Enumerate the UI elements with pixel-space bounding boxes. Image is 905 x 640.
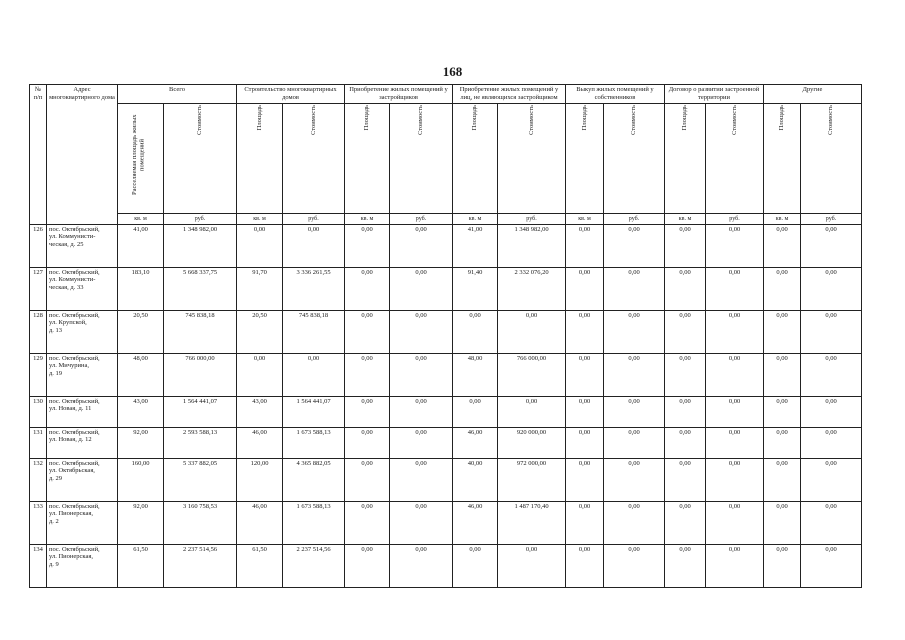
cell-area: 46,00 [237,501,283,544]
subheader-area [453,103,498,213]
cell-area: 0,00 [453,310,498,353]
table-row [30,267,862,310]
cell-area: 40,00 [453,458,498,501]
cell-area: 0,00 [345,224,390,267]
cell-area: 0,00 [237,224,283,267]
unit-rub: руб. [801,213,862,224]
cell-area: 0,00 [566,310,604,353]
cell-area: 41,00 [453,224,498,267]
cell-area: 183,10 [118,267,164,310]
cell-area: 0,00 [665,427,706,458]
header-address: Адрес многоквартирного дома [47,85,118,225]
cell-area: 0,00 [566,267,604,310]
cell-area: 0,00 [764,427,801,458]
header-group-purchase-non-developers: Приобретение жилых помещений у лиц, не являющихся застройщиком [453,85,566,104]
unit-sq-m: кв. м [566,213,604,224]
subheader-label: Стоимость [196,104,204,135]
cell-cost: 745 838,18 [283,310,345,353]
subheader-label: Площадь [580,104,588,130]
row-address: пос. Октябрьский, ул. Пионерская, д. 2 [47,501,118,544]
subheader-settled-area [118,103,164,213]
cell-area: 0,00 [764,310,801,353]
table-row [30,544,862,587]
cell-cost: 1 564 441,07 [283,396,345,427]
cell-cost: 0,00 [604,353,665,396]
subheader-area [237,103,283,213]
cell-area: 46,00 [453,427,498,458]
cell-area: 48,00 [118,353,164,396]
cell-area: 0,00 [665,544,706,587]
row-address: пос. Октябрьский, ул. Новая, д. 11 [47,396,118,427]
cell-area: 92,00 [118,427,164,458]
unit-sq-m: кв. м [453,213,498,224]
cell-area: 0,00 [345,396,390,427]
subheader-area [665,103,706,213]
cell-area: 0,00 [566,544,604,587]
header-group-construction: Строительство многоквартирных домов [237,85,345,104]
cell-cost: 0,00 [801,353,862,396]
cell-cost: 0,00 [801,224,862,267]
cell-cost: 920 000,00 [498,427,566,458]
cell-cost: 766 000,00 [164,353,237,396]
subheader-area [764,103,801,213]
cell-cost: 0,00 [498,544,566,587]
row-number: 132 [30,458,47,501]
subheader-label: Расселяемая площадь жилых помещений [130,114,145,195]
cell-area: 43,00 [118,396,164,427]
unit-sq-m: кв. м [118,213,164,224]
cell-cost: 0,00 [801,310,862,353]
cell-area: 20,50 [118,310,164,353]
row-number: 126 [30,224,47,267]
cell-area: 0,00 [665,458,706,501]
cell-area: 41,00 [118,224,164,267]
cell-area: 0,00 [665,353,706,396]
cell-area: 0,00 [764,267,801,310]
subheader-label: Площадь [471,104,479,130]
cell-cost: 2 332 076,20 [498,267,566,310]
cell-cost: 1 564 441,07 [164,396,237,427]
cell-cost: 0,00 [390,267,453,310]
cell-area: 0,00 [665,501,706,544]
cell-area: 46,00 [237,427,283,458]
cell-cost: 0,00 [706,501,764,544]
row-number: 128 [30,310,47,353]
cell-cost: 0,00 [706,353,764,396]
cell-cost: 0,00 [706,267,764,310]
cell-area: 91,70 [237,267,283,310]
header-group-total: Всего [118,85,237,104]
table-row [30,310,862,353]
cell-area: 0,00 [764,458,801,501]
cell-area: 0,00 [566,458,604,501]
unit-rub: руб. [390,213,453,224]
cell-area: 0,00 [665,267,706,310]
row-address: пос. Октябрьский, ул. Мичурина, д. 19 [47,353,118,396]
cell-cost: 1 673 588,13 [283,427,345,458]
unit-rub: руб. [498,213,566,224]
subheader-cost [390,103,453,213]
subheader-cost [164,103,237,213]
subheader-cost [283,103,345,213]
cell-cost: 0,00 [604,427,665,458]
cell-area: 43,00 [237,396,283,427]
cell-area: 120,00 [237,458,283,501]
cell-cost: 0,00 [706,427,764,458]
cell-area: 0,00 [345,427,390,458]
subheader-cost [498,103,566,213]
unit-sq-m: кв. м [237,213,283,224]
row-number: 127 [30,267,47,310]
subheader-cost [801,103,862,213]
cell-area: 0,00 [665,396,706,427]
cell-area: 0,00 [345,267,390,310]
header-group-buyout: Выкуп жилых помещений у собственников [566,85,665,104]
table-row [30,501,862,544]
cell-cost: 1 487 170,40 [498,501,566,544]
cell-cost: 0,00 [604,224,665,267]
row-number: 130 [30,396,47,427]
cell-cost: 0,00 [390,224,453,267]
subheader-cost [604,103,665,213]
cell-area: 0,00 [345,310,390,353]
cell-cost: 0,00 [390,427,453,458]
cell-cost: 0,00 [390,310,453,353]
cell-area: 0,00 [237,353,283,396]
row-address: пос. Октябрьский, ул. Пионерская, д. 9 [47,544,118,587]
row-number: 131 [30,427,47,458]
subheader-label: Площадь [778,104,786,130]
cell-area: 61,50 [118,544,164,587]
cell-cost: 0,00 [390,458,453,501]
table-row [30,353,862,396]
row-number: 129 [30,353,47,396]
cell-area: 0,00 [453,544,498,587]
cell-cost: 0,00 [604,458,665,501]
cell-cost: 0,00 [706,224,764,267]
subheader-label: Площадь [681,104,689,130]
unit-rub: руб. [164,213,237,224]
cell-cost: 0,00 [706,396,764,427]
header-group-purchase-developers: Приобретение жилых помещений у застройщиков [345,85,453,104]
subheader-label: Площадь [363,104,371,130]
cell-cost: 0,00 [801,458,862,501]
cell-cost: 3 336 261,55 [283,267,345,310]
table-row [30,427,862,458]
subheader-label: Стоимость [417,104,425,135]
cell-cost: 0,00 [498,396,566,427]
cell-cost: 2 237 514,56 [164,544,237,587]
cell-area: 0,00 [764,396,801,427]
row-address: пос. Октябрьский, ул. Коммунисти- ческая, д. 33 [47,267,118,310]
cell-cost: 0,00 [801,544,862,587]
row-address: пос. Октябрьский, ул. Коммунисти- ческая, д. 25 [47,224,118,267]
row-address: пос. Октябрьский, ул. Октябрьская, д. 29 [47,458,118,501]
cell-cost: 745 838,18 [164,310,237,353]
unit-rub: руб. [706,213,764,224]
cell-cost: 0,00 [801,427,862,458]
cell-area: 61,50 [237,544,283,587]
cell-cost: 0,00 [604,396,665,427]
table-row [30,396,862,427]
cell-cost: 0,00 [706,310,764,353]
table-row [30,224,862,267]
cell-cost: 0,00 [390,396,453,427]
cell-cost: 0,00 [604,267,665,310]
table-row [30,458,862,501]
subheader-area [566,103,604,213]
cell-area: 0,00 [764,353,801,396]
cell-cost: 5 337 882,05 [164,458,237,501]
cell-cost: 0,00 [706,544,764,587]
cell-cost: 2 593 588,13 [164,427,237,458]
cell-area: 0,00 [566,353,604,396]
header-num: № п/п [30,85,47,225]
cell-area: 0,00 [566,224,604,267]
page-number: 168 [442,64,463,79]
cell-cost: 0,00 [801,396,862,427]
subheader-cost [706,103,764,213]
header-group-development-contract: Договор о развитии застроенной территории [665,85,764,104]
subheader-label: Площадь [255,104,263,130]
subheader-label: Стоимость [630,104,638,135]
cell-area: 160,00 [118,458,164,501]
cell-area: 0,00 [345,353,390,396]
cell-cost: 0,00 [801,501,862,544]
cell-area: 92,00 [118,501,164,544]
cell-area: 20,50 [237,310,283,353]
cell-cost: 3 160 758,53 [164,501,237,544]
cell-area: 0,00 [665,310,706,353]
row-number: 133 [30,501,47,544]
cell-cost: 0,00 [604,544,665,587]
cell-area: 48,00 [453,353,498,396]
cell-cost: 1 673 588,13 [283,501,345,544]
unit-rub: руб. [604,213,665,224]
cell-cost: 0,00 [801,267,862,310]
row-address: пос. Октябрьский, ул. Крупской, д. 13 [47,310,118,353]
cell-cost: 2 237 514,56 [283,544,345,587]
subheader-label: Стоимость [827,104,835,135]
resettlement-table [29,84,862,588]
cell-cost: 972 000,00 [498,458,566,501]
cell-area: 0,00 [453,396,498,427]
cell-area: 0,00 [764,544,801,587]
cell-area: 0,00 [345,501,390,544]
cell-area: 0,00 [566,427,604,458]
cell-cost: 1 348 982,00 [498,224,566,267]
cell-cost: 766 000,00 [498,353,566,396]
cell-area: 0,00 [566,396,604,427]
subheader-label: Стоимость [730,104,738,135]
cell-area: 0,00 [566,501,604,544]
cell-cost: 0,00 [390,501,453,544]
cell-area: 0,00 [345,458,390,501]
unit-sq-m: кв. м [665,213,706,224]
cell-cost: 0,00 [604,310,665,353]
cell-cost: 0,00 [390,544,453,587]
header-group-other: Другие [764,85,862,104]
unit-sq-m: кв. м [764,213,801,224]
row-number: 134 [30,544,47,587]
unit-rub: руб. [283,213,345,224]
cell-cost: 1 348 982,00 [164,224,237,267]
cell-cost: 0,00 [283,353,345,396]
cell-cost: 0,00 [390,353,453,396]
cell-cost: 4 365 882,05 [283,458,345,501]
cell-cost: 0,00 [604,501,665,544]
cell-cost: 0,00 [498,310,566,353]
cell-area: 0,00 [764,501,801,544]
cell-area: 46,00 [453,501,498,544]
subheader-label: Стоимость [309,104,317,135]
subheader-label: Стоимость [527,104,535,135]
cell-area: 0,00 [764,224,801,267]
cell-cost: 0,00 [706,458,764,501]
cell-cost: 5 668 337,75 [164,267,237,310]
cell-cost: 0,00 [283,224,345,267]
cell-area: 91,40 [453,267,498,310]
cell-area: 0,00 [665,224,706,267]
unit-sq-m: кв. м [345,213,390,224]
subheader-area [345,103,390,213]
cell-area: 0,00 [345,544,390,587]
row-address: пос. Октябрьский, ул. Новая, д. 12 [47,427,118,458]
